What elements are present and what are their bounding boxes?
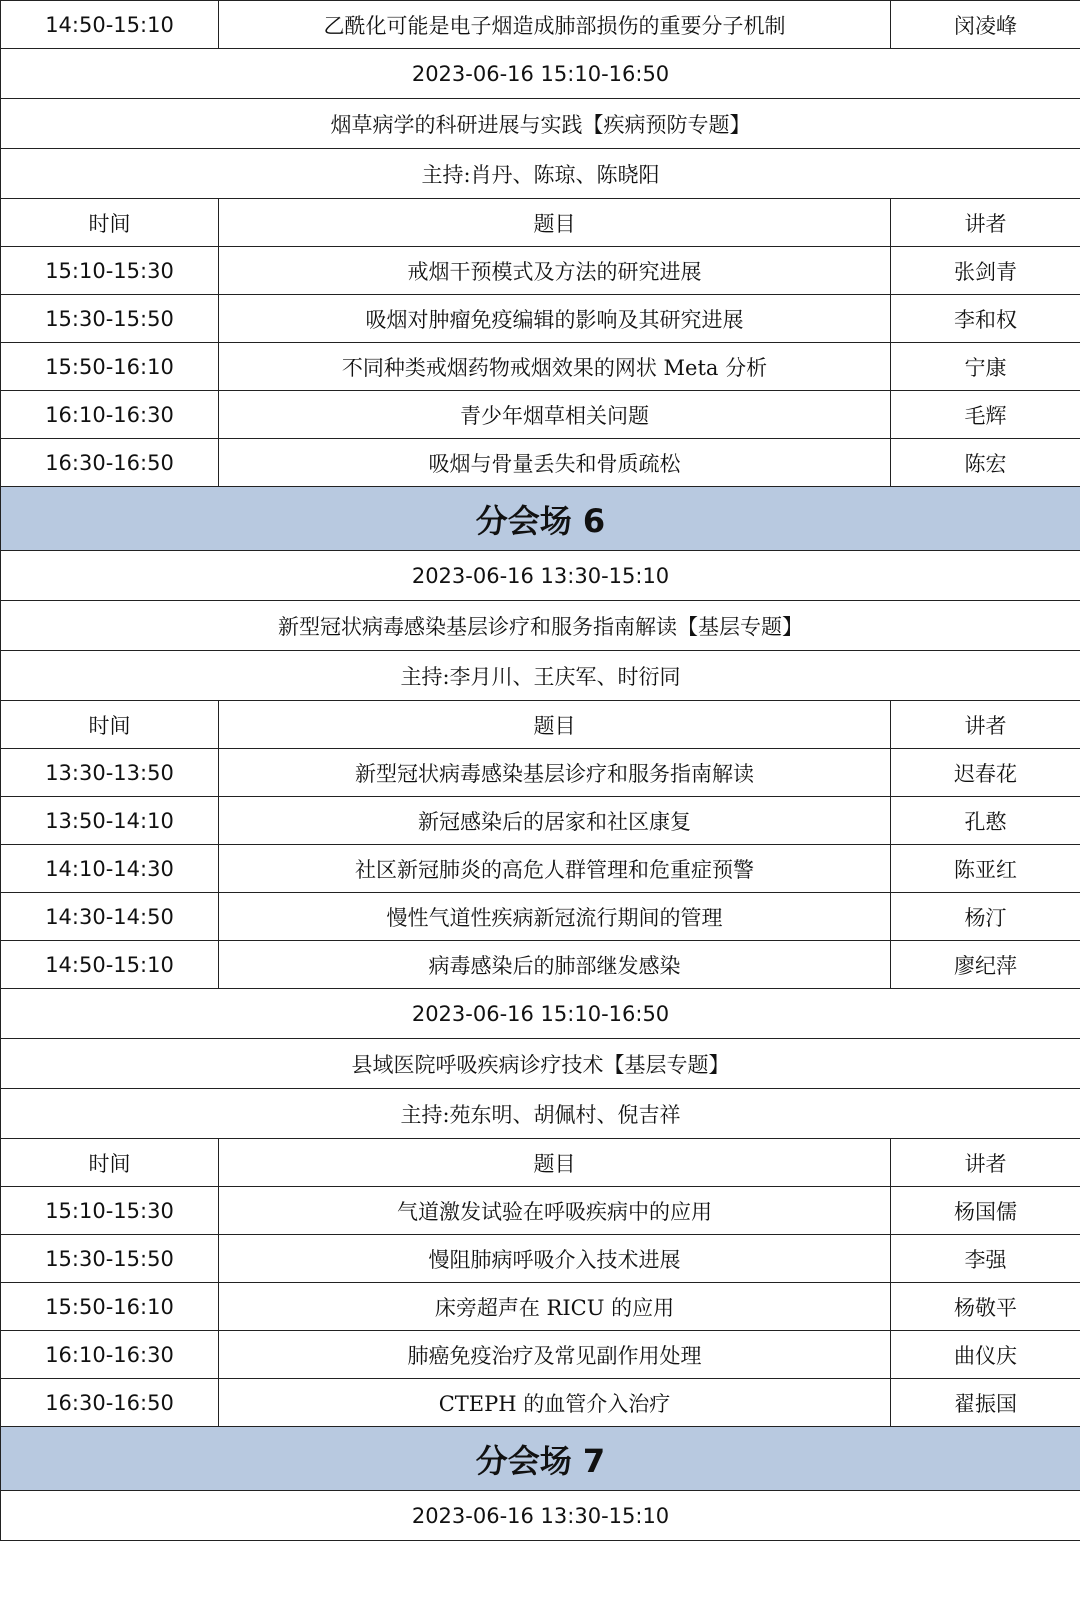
session-title: 烟草病学的科研进展与实践【疾病预防专题】	[1, 99, 1080, 149]
session-hosts-row	[1, 1089, 1080, 1139]
talk-speaker: 廖纪萍	[891, 941, 1080, 989]
talk-time: 15:30-15:50	[1, 1235, 219, 1283]
talk-topic: 肺癌免疫治疗及常见副作用处理	[219, 1331, 891, 1379]
talk-row	[1, 749, 1080, 797]
talk-time: 15:10-15:30	[1, 247, 219, 295]
talk-speaker: 陈亚红	[891, 845, 1080, 893]
talk-speaker: 迟春花	[891, 749, 1080, 797]
talk-row	[1, 247, 1080, 295]
talk-speaker: 李强	[891, 1235, 1080, 1283]
column-header-row	[1, 701, 1080, 749]
schedule-body	[1, 1, 1080, 1541]
session-hosts-row	[1, 149, 1080, 199]
talk-row	[1, 1379, 1080, 1427]
column-header-topic: 题目	[219, 1139, 891, 1187]
talk-time: 15:10-15:30	[1, 1187, 219, 1235]
session-date: 2023-06-16 15:10-16:50	[1, 49, 1080, 99]
talk-topic: 病毒感染后的肺部继发感染	[219, 941, 891, 989]
talk-speaker: 杨国儒	[891, 1187, 1080, 1235]
session-title: 新型冠状病毒感染基层诊疗和服务指南解读【基层专题】	[1, 601, 1080, 651]
venue-title: 分会场 7	[1, 1427, 1080, 1491]
talk-time: 16:10-16:30	[1, 1331, 219, 1379]
column-header-time: 时间	[1, 701, 219, 749]
talk-row	[1, 1283, 1080, 1331]
column-header-row	[1, 199, 1080, 247]
talk-speaker: 宁康	[891, 343, 1080, 391]
session-title-row	[1, 601, 1080, 651]
talk-topic: 吸烟对肿瘤免疫编辑的影响及其研究进展	[219, 295, 891, 343]
talk-topic: 床旁超声在 RICU 的应用	[219, 1283, 891, 1331]
talk-speaker: 陈宏	[891, 439, 1080, 487]
talk-row	[1, 797, 1080, 845]
column-header-time: 时间	[1, 199, 219, 247]
talk-topic: 吸烟与骨量丢失和骨质疏松	[219, 439, 891, 487]
session-title: 县域医院呼吸疾病诊疗技术【基层专题】	[1, 1039, 1080, 1089]
talk-topic: 新型冠状病毒感染基层诊疗和服务指南解读	[219, 749, 891, 797]
session-hosts: 主持:苑东明、胡佩村、倪吉祥	[1, 1089, 1080, 1139]
session-hosts: 主持:肖丹、陈琼、陈晓阳	[1, 149, 1080, 199]
talk-speaker: 杨汀	[891, 893, 1080, 941]
talk-row	[1, 295, 1080, 343]
session-hosts: 主持:李月川、王庆军、时衍同	[1, 651, 1080, 701]
column-header-speaker: 讲者	[891, 701, 1080, 749]
talk-row	[1, 343, 1080, 391]
talk-speaker: 杨敬平	[891, 1283, 1080, 1331]
session-date: 2023-06-16 15:10-16:50	[1, 989, 1080, 1039]
column-header-row	[1, 1139, 1080, 1187]
session-date-row	[1, 989, 1080, 1039]
venue-header-row	[1, 487, 1080, 551]
talk-speaker: 李和权	[891, 295, 1080, 343]
talk-row	[1, 893, 1080, 941]
column-header-speaker: 讲者	[891, 199, 1080, 247]
session-title-row	[1, 1039, 1080, 1089]
talk-time: 14:50-15:10	[1, 941, 219, 989]
talk-topic: 慢性气道性疾病新冠流行期间的管理	[219, 893, 891, 941]
talk-row	[1, 1187, 1080, 1235]
talk-topic: 社区新冠肺炎的高危人群管理和危重症预警	[219, 845, 891, 893]
column-header-topic: 题目	[219, 199, 891, 247]
talk-topic: CTEPH 的血管介入治疗	[219, 1379, 891, 1427]
talk-speaker: 翟振国	[891, 1379, 1080, 1427]
venue-header-row	[1, 1427, 1080, 1491]
talk-row	[1, 1235, 1080, 1283]
talk-topic: 气道激发试验在呼吸疾病中的应用	[219, 1187, 891, 1235]
column-header-time: 时间	[1, 1139, 219, 1187]
talk-time: 14:30-14:50	[1, 893, 219, 941]
talk-row	[1, 845, 1080, 893]
talk-row	[1, 941, 1080, 989]
talk-topic: 新冠感染后的居家和社区康复	[219, 797, 891, 845]
talk-row	[1, 1331, 1080, 1379]
talk-time: 15:30-15:50	[1, 295, 219, 343]
talk-topic: 戒烟干预模式及方法的研究进展	[219, 247, 891, 295]
talk-topic: 乙酰化可能是电子烟造成肺部损伤的重要分子机制	[219, 1, 891, 49]
talk-speaker: 孔憨	[891, 797, 1080, 845]
column-header-speaker: 讲者	[891, 1139, 1080, 1187]
session-date-row	[1, 49, 1080, 99]
talk-row	[1, 391, 1080, 439]
talk-time: 14:50-15:10	[1, 1, 219, 49]
talk-topic: 不同种类戒烟药物戒烟效果的网状 Meta 分析	[219, 343, 891, 391]
talk-speaker: 闵凌峰	[891, 1, 1080, 49]
talk-time: 14:10-14:30	[1, 845, 219, 893]
talk-time: 13:30-13:50	[1, 749, 219, 797]
talk-time: 15:50-16:10	[1, 343, 219, 391]
session-date: 2023-06-16 13:30-15:10	[1, 1491, 1080, 1541]
talk-speaker: 毛辉	[891, 391, 1080, 439]
session-hosts-row	[1, 651, 1080, 701]
talk-topic: 青少年烟草相关问题	[219, 391, 891, 439]
talk-time: 15:50-16:10	[1, 1283, 219, 1331]
talk-time: 16:30-16:50	[1, 1379, 219, 1427]
talk-speaker: 曲仪庆	[891, 1331, 1080, 1379]
talk-time: 16:30-16:50	[1, 439, 219, 487]
talk-time: 16:10-16:30	[1, 391, 219, 439]
talk-time: 13:50-14:10	[1, 797, 219, 845]
talk-topic: 慢阻肺病呼吸介入技术进展	[219, 1235, 891, 1283]
session-date: 2023-06-16 13:30-15:10	[1, 551, 1080, 601]
session-title-row	[1, 99, 1080, 149]
session-date-row	[1, 1491, 1080, 1541]
venue-title: 分会场 6	[1, 487, 1080, 551]
talk-row	[1, 439, 1080, 487]
talk-speaker: 张剑青	[891, 247, 1080, 295]
session-date-row	[1, 551, 1080, 601]
talk-row	[1, 1, 1080, 49]
column-header-topic: 题目	[219, 701, 891, 749]
